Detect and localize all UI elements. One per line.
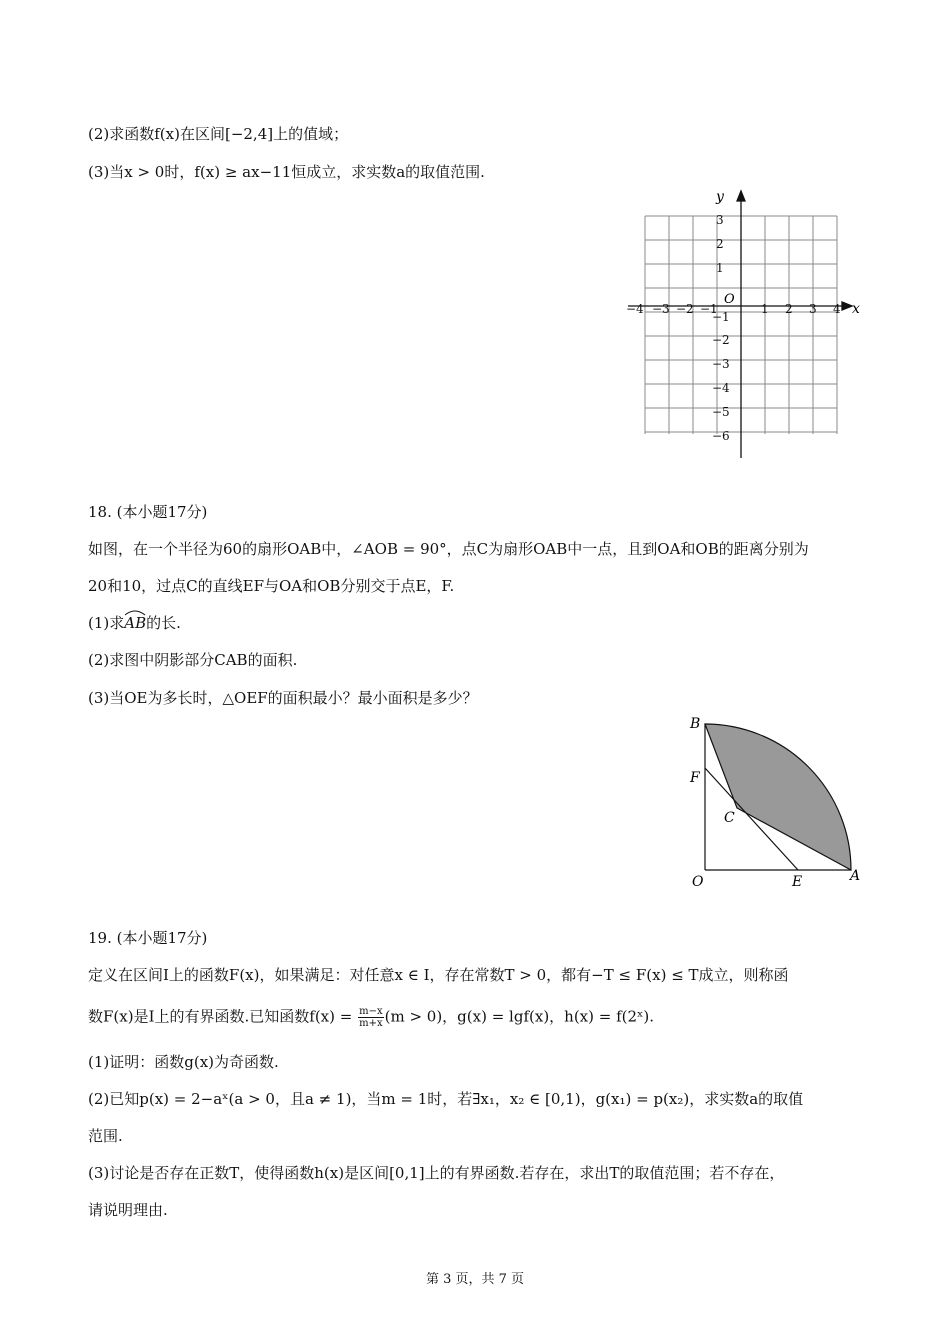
fraction (358, 1006, 384, 1029)
origin-label: O (724, 292, 735, 307)
y-tick-label: −5 (712, 405, 730, 419)
q19-header: 19. (本小题17分) (88, 929, 208, 947)
page-footer: 第 3 页，共 7 页 (425, 1272, 525, 1287)
label-b: B (690, 716, 701, 732)
arc-ab-label: AB (124, 614, 147, 632)
x-tick-label: 4 (833, 302, 841, 316)
q19-part3-line1: (3)讨论是否存在正数T，使得函数h(x)是区间[0,1]上的有界函数.若存在，求出T的取值范围；若不存在， (88, 1164, 785, 1182)
x-tick-label: 3 (809, 302, 817, 316)
fraction-numerator: m−x (359, 1006, 383, 1017)
q17-part2: (2)求函数f(x)在区间[−2,4]上的值域； (88, 125, 349, 143)
y-axis-arrow-icon (737, 191, 745, 201)
y-axis-label: y (716, 189, 724, 205)
q19-line2-suffix: (m > 0)，g(x) = lgf(x)，h(x) = f(2ˣ). (384, 1007, 655, 1026)
q19-part3-line2: 请说明理由. (88, 1201, 168, 1219)
q17-part3: (3)当x > 0时，f(x) ≥ ax−11恒成立，求实数a的取值范围. (88, 163, 485, 181)
q19-part2-line2: 范围. (88, 1127, 123, 1145)
y-tick-label: −4 (712, 381, 730, 395)
y-tick-label: −2 (712, 333, 730, 347)
q18-header: 18. (本小题17分) (88, 503, 208, 521)
x-tick-label: −1 (700, 302, 718, 316)
label-c: C (724, 810, 735, 826)
q18-part3: (3)当OE为多长时，△OEF的面积最小？最小面积是多少？ (88, 689, 478, 707)
label-a: A (850, 868, 861, 884)
x-tick-label: −2 (676, 302, 694, 316)
x-tick-label: −3 (652, 302, 670, 316)
q18-stem-line2: 20和10，过点C的直线EF与OA和OB分别交于点E，F. (88, 577, 455, 595)
y-tick-label: −3 (712, 357, 730, 371)
y-tick-label: 1 (716, 261, 724, 275)
label-f: F (690, 770, 700, 786)
arc-ab (124, 613, 146, 633)
q18-part1-prefix: (1)求 (88, 614, 125, 632)
fraction-denominator: m+x (359, 1018, 383, 1029)
y-tick-label: 2 (716, 237, 724, 251)
x-tick-label: 1 (761, 302, 769, 316)
x-tick-label: 2 (785, 302, 793, 316)
q18-part2: (2)求图中阴影部分CAB的面积. (88, 651, 298, 669)
q19-part1: (1)证明：函数g(x)为奇函数. (88, 1053, 279, 1071)
y-tick-label: −1 (712, 310, 730, 324)
arc-symbol-icon (124, 609, 146, 616)
y-tick-label: 3 (716, 213, 724, 227)
q18-part1-suffix: 的长. (146, 614, 181, 632)
coordinate-grid-figure (620, 186, 870, 466)
q19-part2-line1: (2)已知p(x) = 2−aˣ(a > 0，且a ≠ 1)，当m = 1时，若∃x₁，x₂ ∈ [0,1)，g(x₁) = p(x₂)，求实数a的取值 (88, 1090, 804, 1108)
q19-line2-prefix: 数F(x)是I上的有界函数.已知函数f(x) = (88, 1007, 358, 1026)
y-tick-label: −6 (712, 429, 730, 443)
x-tick-label: −4 (626, 302, 644, 316)
x-axis-label: x (852, 301, 860, 317)
sector-figure (680, 706, 870, 896)
label-o: O (692, 874, 704, 890)
q18-stem-line1: 如图，在一个半径为60的扇形OAB中，∠AOB = 90°，点C为扇形OAB中一点，且到OA和OB的距离分别为 (88, 540, 809, 558)
q18-part1 (88, 613, 181, 633)
label-e: E (792, 874, 803, 890)
q19-stem-line1: 定义在区间I上的函数F(x)，如果满足：对任意x ∈ I，存在常数T > 0，都有−T ≤ F(x) ≤ T成立，则称函 (88, 966, 789, 984)
x-axis-arrow-icon (842, 302, 852, 310)
q19-stem-line2 (88, 1006, 654, 1029)
